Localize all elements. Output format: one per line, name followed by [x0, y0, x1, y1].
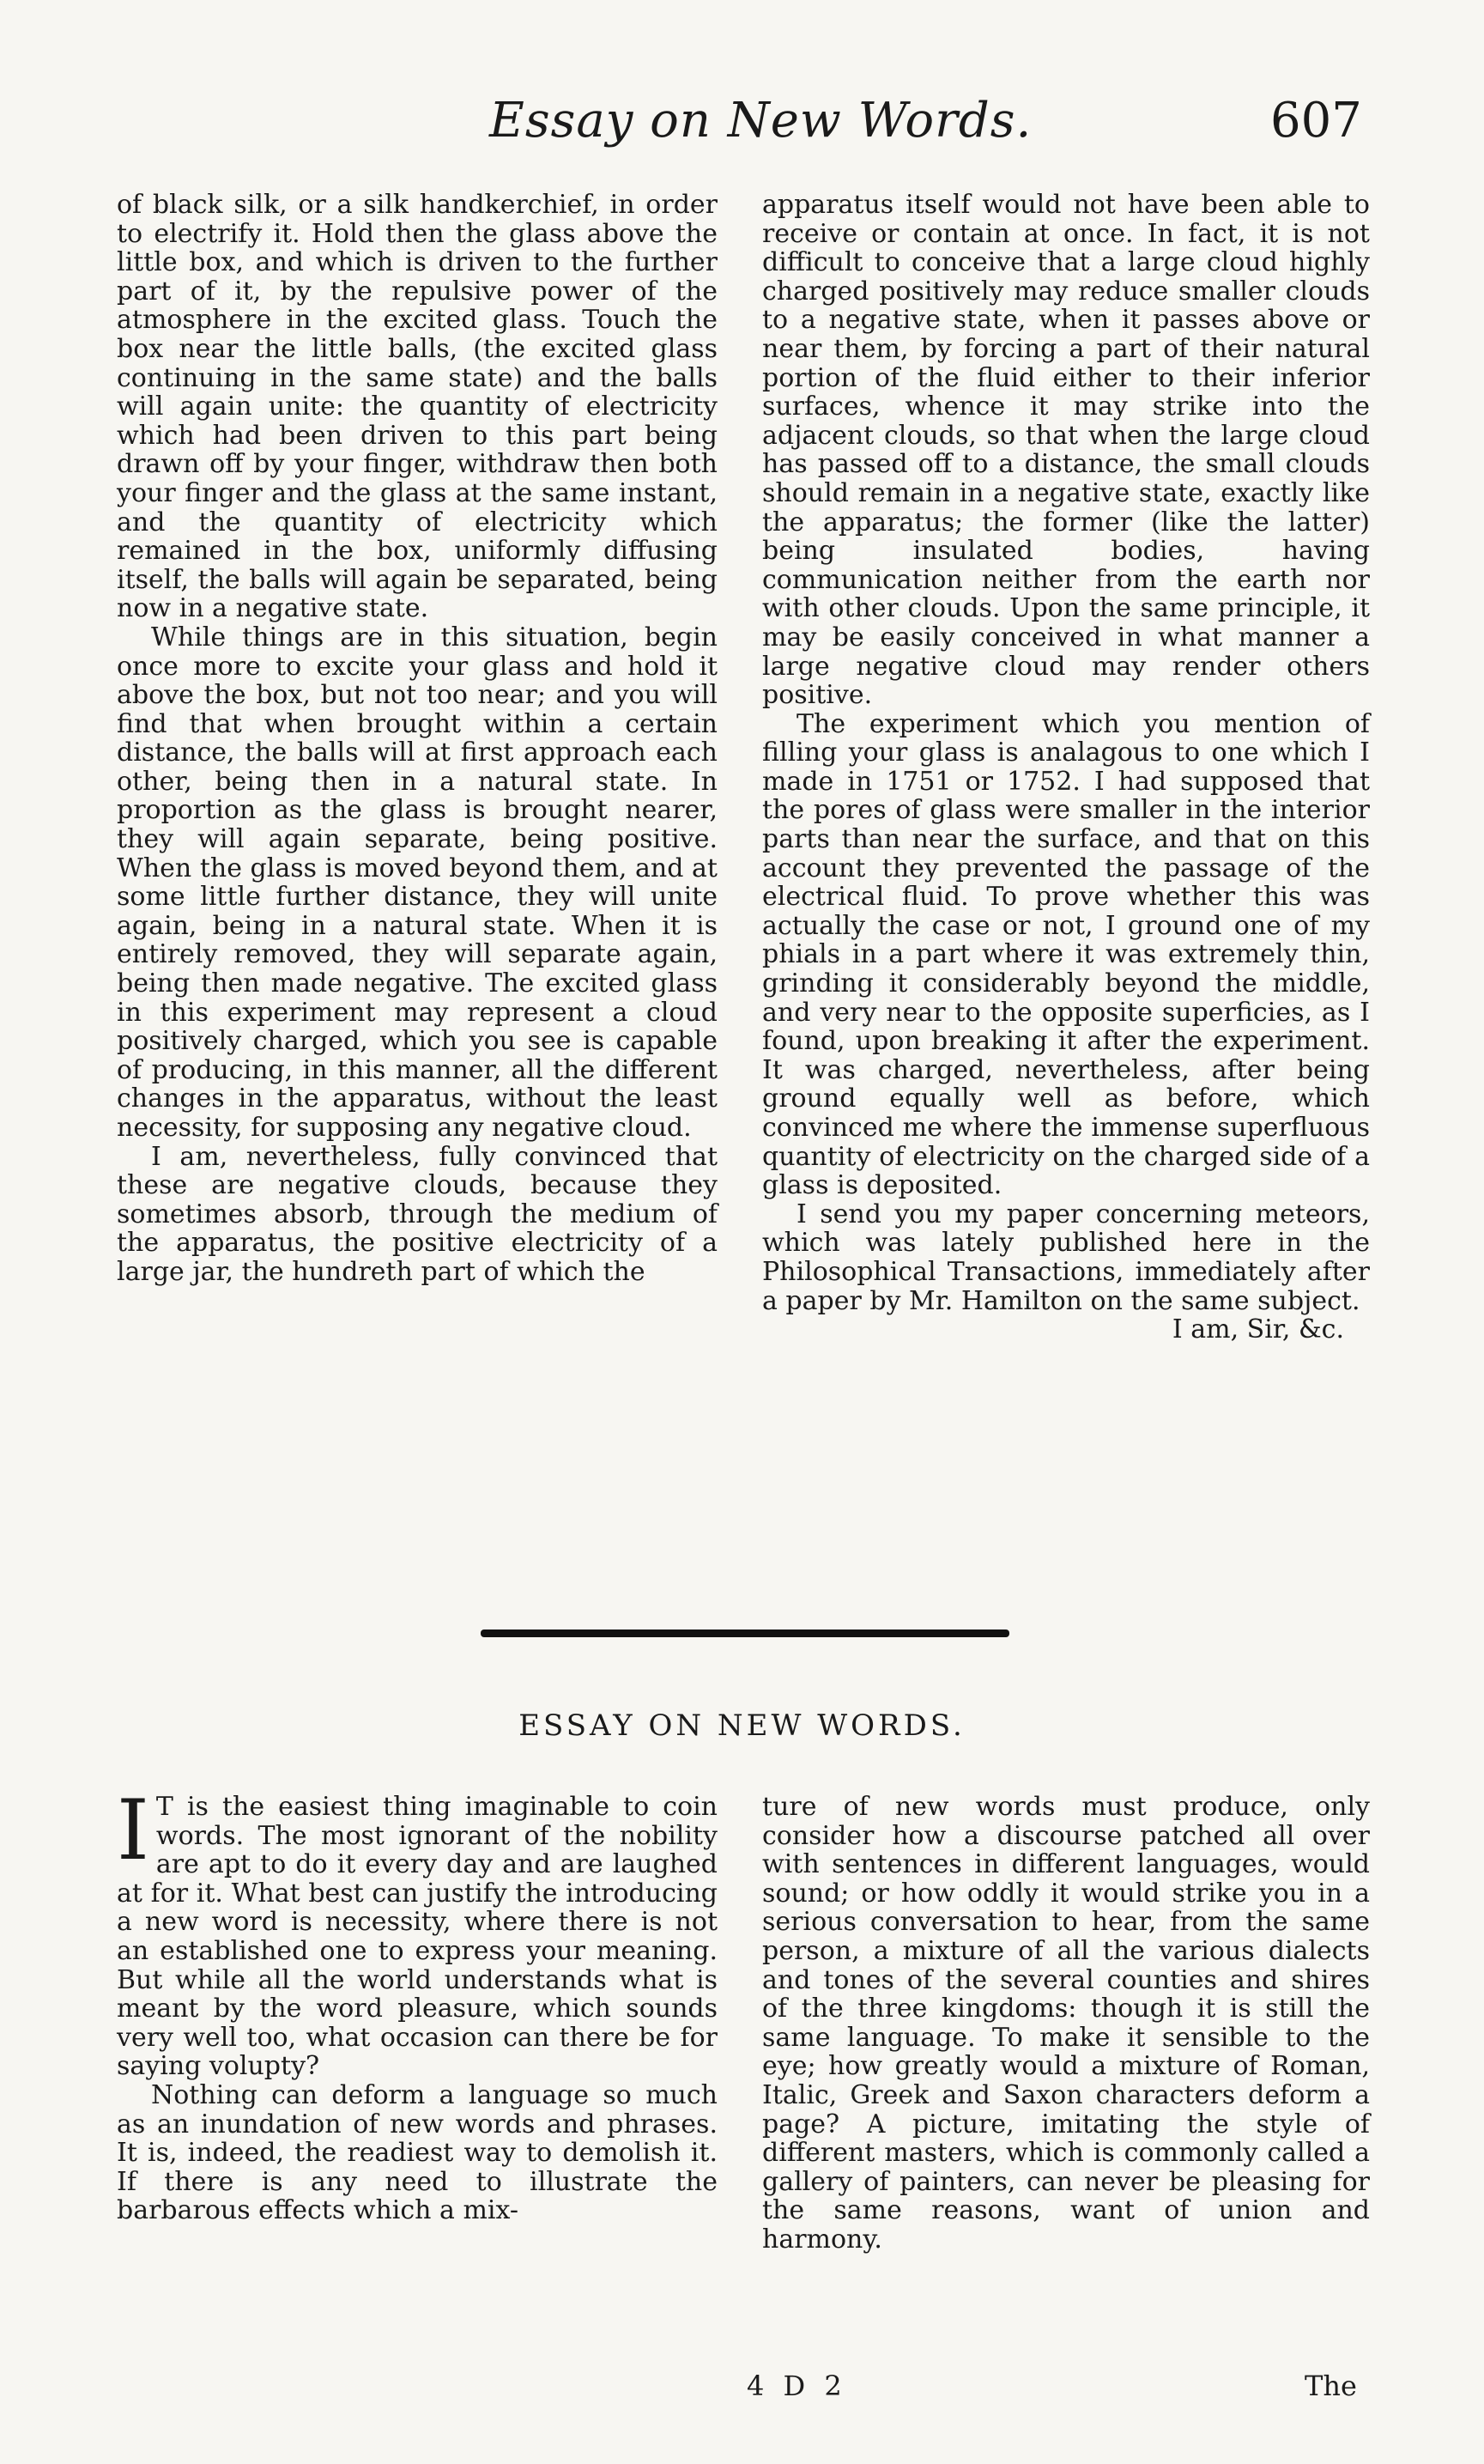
letter-paragraph: I am, nevertheless, fully convinced that these are negative clouds, because they sometimes absorb, through the medium of the apparatus, the positive electricity of a large jar, the hundreth part of which the — [117, 1141, 718, 1287]
catchword: The — [1305, 2370, 1357, 2402]
essay-column-right — [762, 1793, 1370, 2255]
letter-column-left — [117, 191, 718, 1287]
letter-paragraph: apparatus itself would not have been able to receive or contain at once. In fact, it is not difficult to conceive that a large cloud highly charged positively may reduce smaller clouds to a negative state, when it passes above or near them, by forcing a part of their natural portion of the fluid either to their inferior surfaces, whence it may strike into the adjacent clouds, so that when the large cloud has passed off to a distance, the small clouds should remain in a negative state, exactly like the apparatus; the former (like the latter) being insulated bodies, having communication neither from the earth nor with other clouds. Upon the same principle, it may be easily conceived in what manner a large negative cloud may render others positive. — [762, 190, 1370, 711]
essay-paragraph: Nothing can deform a language so much as an inundation of new words and phrases. It is, indeed, the readiest way to demolish it. If there is any need to illustrate the barbarous effects which a mix- — [117, 2079, 718, 2226]
section-divider-rule — [481, 1630, 1009, 1637]
running-head — [0, 89, 1484, 158]
essay-opening-text: T is the easiest thing imaginable to coin words. The most ignorant of the nobility are apt to do it every day and are laughed at for it. What best can justify the introducing a new word is necessity, where there is not an established one to express your meaning. But while all the world understands what is meant by the word pleasure, which sounds very well too, what occasion can there be for saying volupty? — [117, 1792, 718, 2082]
running-title: Essay on New Words. — [489, 93, 1033, 149]
letter-paragraph: of black silk, or a silk handkerchief, in order to electrify it. Hold then the glass above the little box, and which is driven to the further part of it, by the repulsive power of the atmosphere in the excited glass. Touch the box near the little balls, (the excited glass continuing in the same state) and the balls will again unite: the quantity of electricity which had been driven to this part being drawn off by your finger, withdraw then both your finger and the glass at the same instant, and the quantity of electricity which remained in the box, uniformly diffusing itself, the balls will again be separated, being now in a negative state. — [117, 190, 718, 624]
letter-column-right — [762, 191, 1370, 1344]
essay-column-left — [117, 1782, 718, 2226]
drop-cap: I — [117, 1782, 149, 1878]
letter-paragraph: While things are in this situation, begin once more to excite your glass and hold it above the box, but not too near; and you will find that when brought within a certain distance, the balls will at first approach each other, being then in a natural state. In proportion as the glass is brought nearer, they will again separate, being positive. When the glass is moved beyond them, and at some little further distance, they will unite again, being in a natural state. When it is entirely removed, they will separate again, being then made negative. The excited glass in this experiment may represent a cloud positively charged, which you see is capable of producing, in this manner, all the different changes in the apparatus, without the least necessity, for supposing any negative cloud. — [117, 622, 718, 1143]
letter-paragraph: I send you my paper concerning meteors, which was lately published here in the Philosophical Transactions, immediately after a paper by Mr. Hamilton on the same subject. — [762, 1199, 1370, 1316]
page-number: 607 — [1270, 93, 1362, 149]
essay-paragraph — [117, 1782, 718, 2082]
printer-signature-mark: 4 D 2 — [747, 2370, 847, 2402]
essay-title: ESSAY ON NEW WORDS. — [518, 1708, 966, 1743]
essay-paragraph: ture of new words must produce, only consider how a discourse patched all over with sentences in different languages, would sound; or how oddly it would strike you in a serious conversation to hear, from the same person, a mixture of all the various dialects and tones of the several counties and shires of the three kingdoms: though it is still the same language. To make it sensible to the eye; how greatly would a mixture of Roman, Italic, Greek and Saxon characters deform a page? A picture, imitating the style of different masters, which is commonly called a gallery of painters, can never be pleasing for the same reasons, want of union and harmony. — [762, 1792, 1370, 2255]
letter-sign-off: I am, Sir, &c. — [1172, 1314, 1344, 1345]
letter-paragraph: The experiment which you mention of filling your glass is analagous to one which I made in 1751 or 1752. I had supposed that the pores of glass were smaller in the interior parts than near the surface, and that on this account they prevented the passage of the electrical fluid. To prove whether this was actually the case or not, I ground one of my phials in a part where it was extremely thin, grinding it considerably beyond the middle, and very near to the opposite superficies, as I found, upon breaking it after the experiment. It was charged, nevertheless, after being ground equally well as before, which convinced me where the immense superfluous quantity of electricity on the charged side of a glass is deposited. — [762, 708, 1370, 1201]
